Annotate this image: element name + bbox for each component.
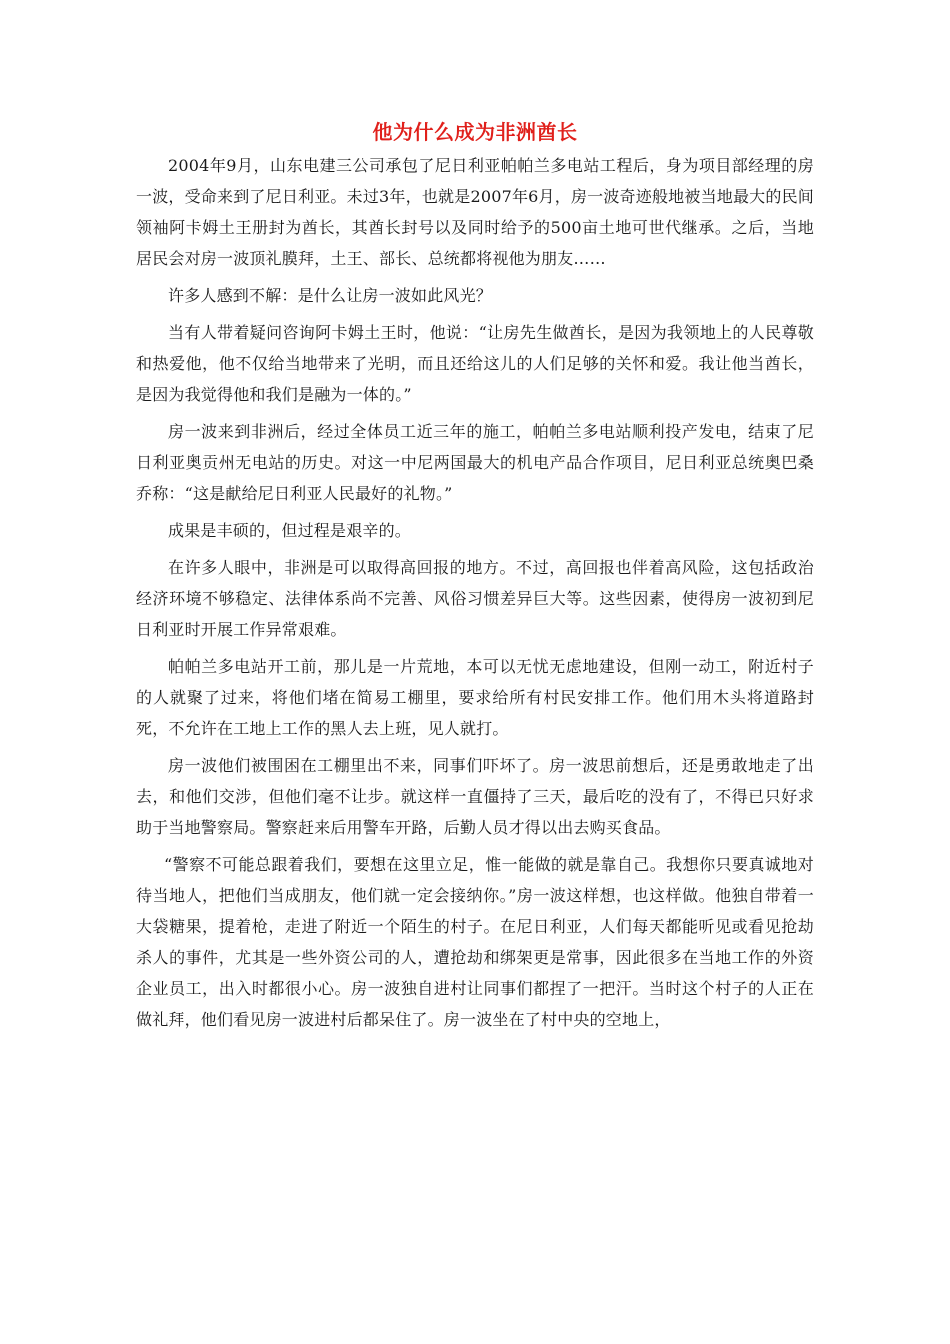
paragraph-hardship: 成果是丰硕的，但过程是艰辛的。 (168, 521, 412, 540)
paragraph-chief-quote: 当有人带着疑问咨询阿卡姆土王时，他说：“让房先生做酋长，是因为我领地上的人民尊敬和热爱他，他不仅给当地带来了光明，而且还给这儿的人们足够的关怀和爱。我让他当酋长，是因为我觉得他和我们是融为一体的。” (136, 323, 814, 404)
paragraph-villagers: 帕帕兰多电站开工前，那儿是一片荒地，本可以无忧无虑地建设，但刚一动工，附近村子的人就聚了过来，将他们堵在简易工棚里，要求给所有村民安排工作。他们用木头将道路封死，不允许在工地上工作的黑人去上班，见人就打。 (136, 657, 814, 738)
paragraph-question: 许多人感到不解：是什么让房一波如此风光？ (168, 286, 493, 305)
paragraph-risks: 在许多人眼中，非洲是可以取得高回报的地方。不过，高回报也伴着高风险，这包括政治经济环境不够稳定、法律体系尚不完善、风俗习惯差异巨大等。这些因素，使得房一波初到尼日利亚时开展工作异常艰难。 (136, 558, 814, 639)
paragraph-intro: 2004年9月，山东电建三公司承包了尼日利亚帕帕兰多电站工程后，身为项目部经理的房一波，受命来到了尼日利亚。未过3年，也就是2007年6月，房一波奇迹般地被当地最大的民间领袖阿卡姆土王册封为酋长，其酋长封号以及同时给予的500亩土地可世代继承。之后，当地居民会对房一波顶礼膜拜，土王、部长、总统都将视他为朋友…… (136, 156, 814, 268)
document-page (136, 118, 814, 1041)
paragraph-power-station: 房一波来到非洲后，经过全体员工近三年的施工，帕帕兰多电站顺利投产发电，结束了尼日利亚奥贡州无电站的历史。对这一中尼两国最大的机电产品合作项目，尼日利亚总统奥巴桑乔称：“这是献给尼日利亚人民最好的礼物。” (136, 422, 814, 503)
article-title: 他为什么成为非洲酋长 (372, 120, 578, 144)
paragraph-siege: 房一波他们被围困在工棚里出不来，同事们吓坏了。房一波思前想后，还是勇敢地走了出去，和他们交涉，但他们毫不让步。就这样一直僵持了三天，最后吃的没有了，不得已只好求助于当地警察局。警察赶来后用警车开路，后勤人员才得以出去购买食品。 (136, 756, 814, 837)
paragraph-village-visit: “警察不可能总跟着我们，要想在这里立足，惟一能做的就是靠自己。我想你只要真诚地对待当地人，把他们当成朋友，他们就一定会接纳你。”房一波这样想，也这样做。他独自带着一大袋糖果，提着枪，走进了附近一个陌生的村子。在尼日利亚，人们每天都能听见或看见抢劫杀人的事件，尤其是一些外资公司的人，遭抢劫和绑架更是常事，因此很多在当地工作的外资企业员工，出入时都很小心。房一波独自进村让同事们都捏了一把汗。当时这个村子的人正在做礼拜，他们看见房一波进村后都呆住了。房一波坐在了村中央的空地上， (136, 855, 814, 1029)
